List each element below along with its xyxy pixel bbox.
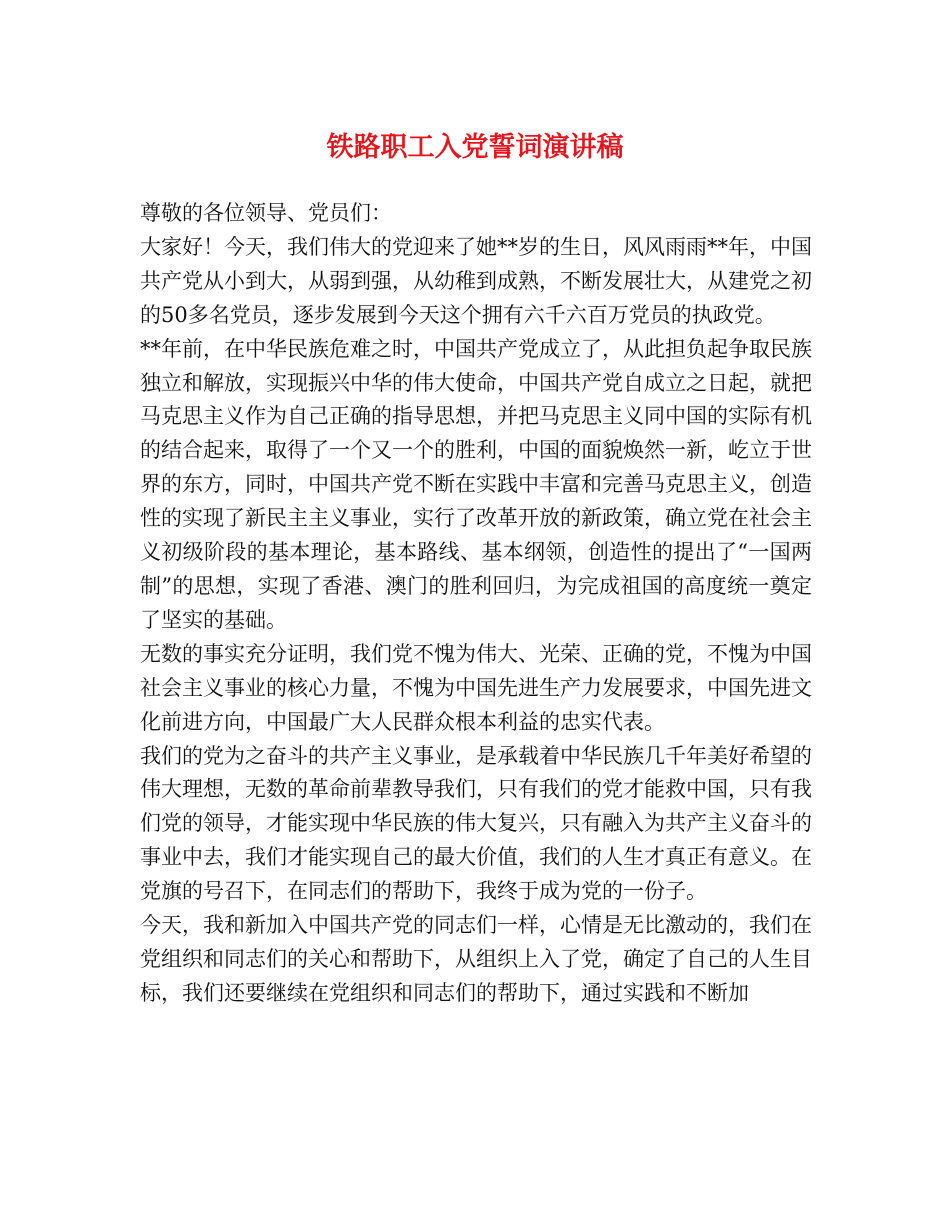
paragraph-history: **年前，在中华民族危难之时，中国共产党成立了，从此担负起争取民族独立和解放，实现振兴中华的伟大使命，中国共产党自成立之日起，就把马克思主义作为自己正确的指导思想，并把马克思主义同中国的实际有机的结合起来，取得了一个又一个的胜利，中国的面貌焕然一新，屹立于世界的东方，同时，中国共产党不断在实践中丰富和完善马克思主义，创造性的实现了新民主主义事业，实行了改革开放的新政策，确立党在社会主义初级阶段的基本理论，基本路线、基本纲领，创造性的提出了“一国两制”的思想，实现了香港、澳门的胜利回归，为完成祖国的高度统一奠定了坚实的基础。: [140, 336, 812, 632]
paragraph-today: 今天，我和新加入中国共产党的同志们一样，心情是无比激动的，我们在党组织和同志们的关心和帮助下，从组织上入了党，确定了自己的人生目标，我们还要继续在党组织和同志们的帮助下，通过实践和不断加: [140, 913, 812, 1005]
document-body: [140, 197, 812, 1011]
document-title: 铁路职工入党誓词演讲稿: [326, 132, 624, 163]
paragraph-salutation: 尊敬的各位领导、党员们：: [140, 201, 392, 225]
paragraph-cause: 我们的党为之奋斗的共产主义事业，是承载着中华民族几千年美好希望的伟大理想，无数的革命前辈教导我们，只有我们的党才能救中国，只有我们党的领导，才能实现中华民族的伟大复兴，只有融入为共产主义奋斗的事业中去，我们才能实现自己的最大价值，我们的人生才真正有意义。在党旗的号召下，在同志们的帮助下，我终于成为党的一份子。: [140, 743, 812, 904]
paragraph-greeting: 大家好！今天，我们伟大的党迎来了她**岁的生日，风风雨雨**年，中国共产党从小到大，从弱到强，从幼稚到成熟，不断发展壮大，从建党之初的50多名党员，逐步发展到今天这个拥有六千六百万党员的执政党。: [140, 234, 812, 327]
paragraph-facts: 无数的事实充分证明，我们党不愧为伟大、光荣、正确的党，不愧为中国社会主义事业的核心力量，不愧为中国先进生产力发展要求，中国先进文化前进方向，中国最广大人民群众根本利益的忠实代表。: [140, 641, 812, 734]
